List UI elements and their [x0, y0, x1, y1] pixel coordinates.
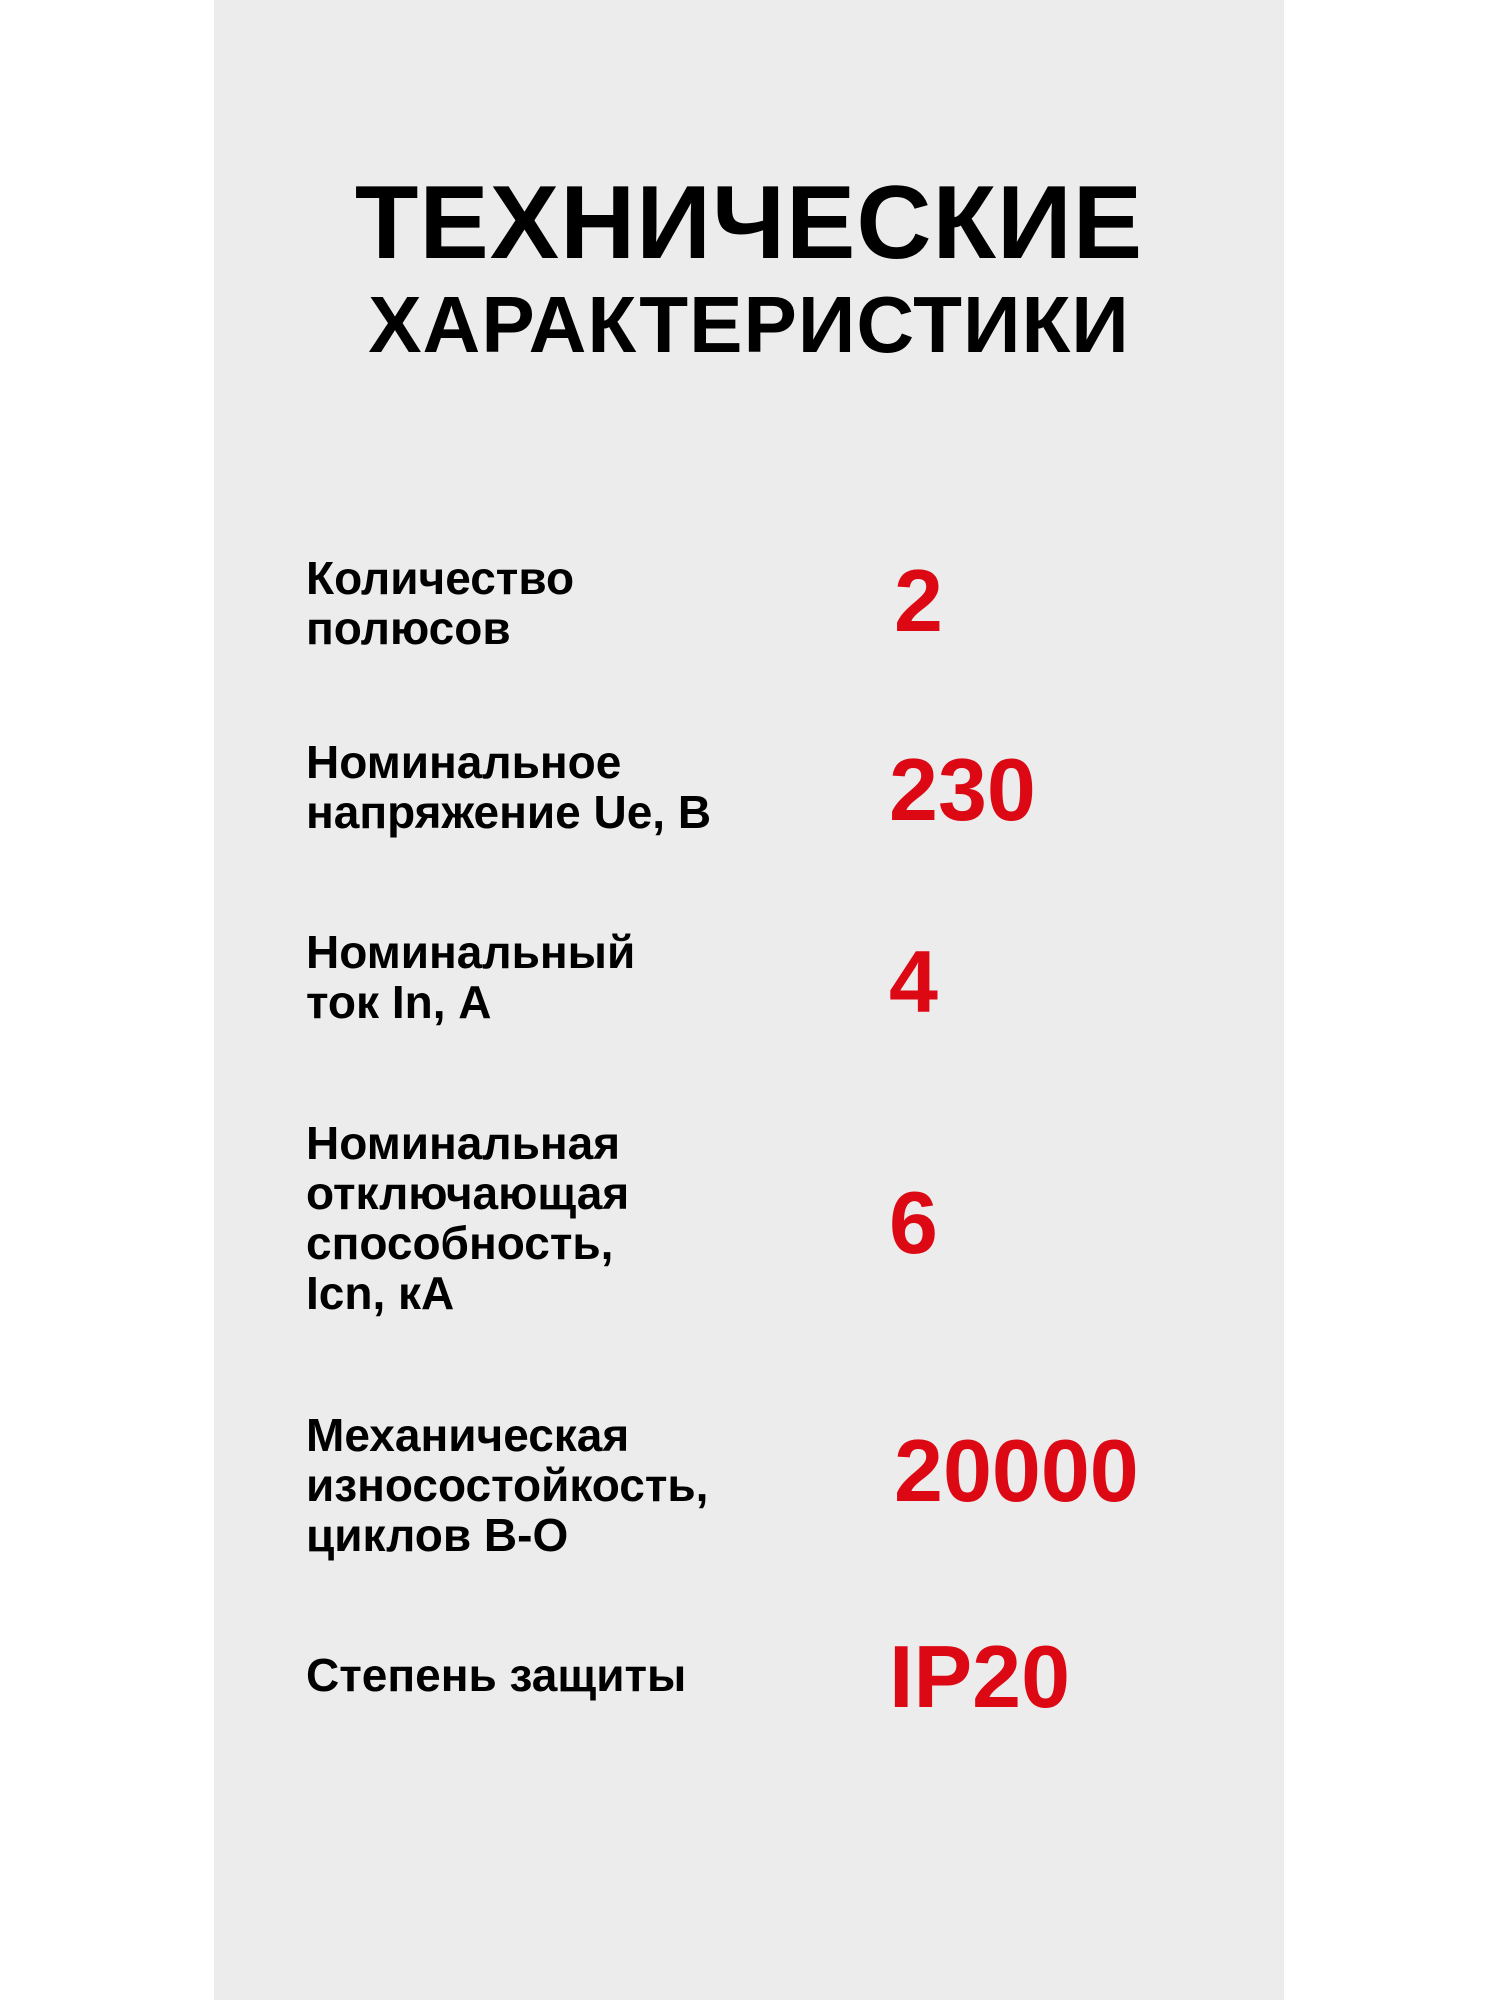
spec-value-protection-degree: IP20: [889, 1627, 1071, 1726]
spec-label-line: Механическая: [306, 1409, 630, 1461]
spec-label-breaking-capacity: [306, 1118, 826, 1318]
spec-label-line: Icn, кА: [306, 1267, 455, 1319]
spec-label-current: [306, 927, 826, 1027]
spec-value-poles: 2: [894, 551, 943, 650]
spec-label-line: ток In, А: [306, 976, 492, 1028]
spec-value-voltage: 230: [889, 740, 1036, 839]
spec-value-mechanical-endurance: 20000: [894, 1421, 1139, 1520]
spec-label-line: полюсов: [306, 602, 511, 654]
spec-label-line: циклов В-О: [306, 1509, 569, 1561]
spec-label-protection-degree: [306, 1650, 826, 1700]
spec-label-line: Номинальная: [306, 1117, 621, 1169]
spec-label-poles: [306, 553, 826, 653]
page-title-line-1: ТЕХНИЧЕСКИЕ: [354, 165, 1144, 281]
specs-panel: [214, 0, 1284, 2000]
spec-label-line: Номинальное: [306, 736, 622, 788]
spec-label-voltage: [306, 737, 826, 837]
spec-value-breaking-capacity: 6: [889, 1173, 938, 1272]
spec-label-line: износостойкость,: [306, 1459, 709, 1511]
page-title-line-2: ХАРАКТЕРИСТИКИ: [368, 280, 1130, 369]
spec-label-line: Степень защиты: [306, 1649, 687, 1701]
spec-label-line: способность,: [306, 1217, 614, 1269]
spec-label-line: отключающая: [306, 1167, 630, 1219]
spec-label-line: Номинальный: [306, 926, 636, 978]
spec-label-mechanical-endurance: [306, 1410, 826, 1560]
spec-value-current: 4: [889, 932, 938, 1031]
spec-label-line: напряжение Ue, В: [306, 786, 712, 838]
spec-label-line: Количество: [306, 552, 575, 604]
